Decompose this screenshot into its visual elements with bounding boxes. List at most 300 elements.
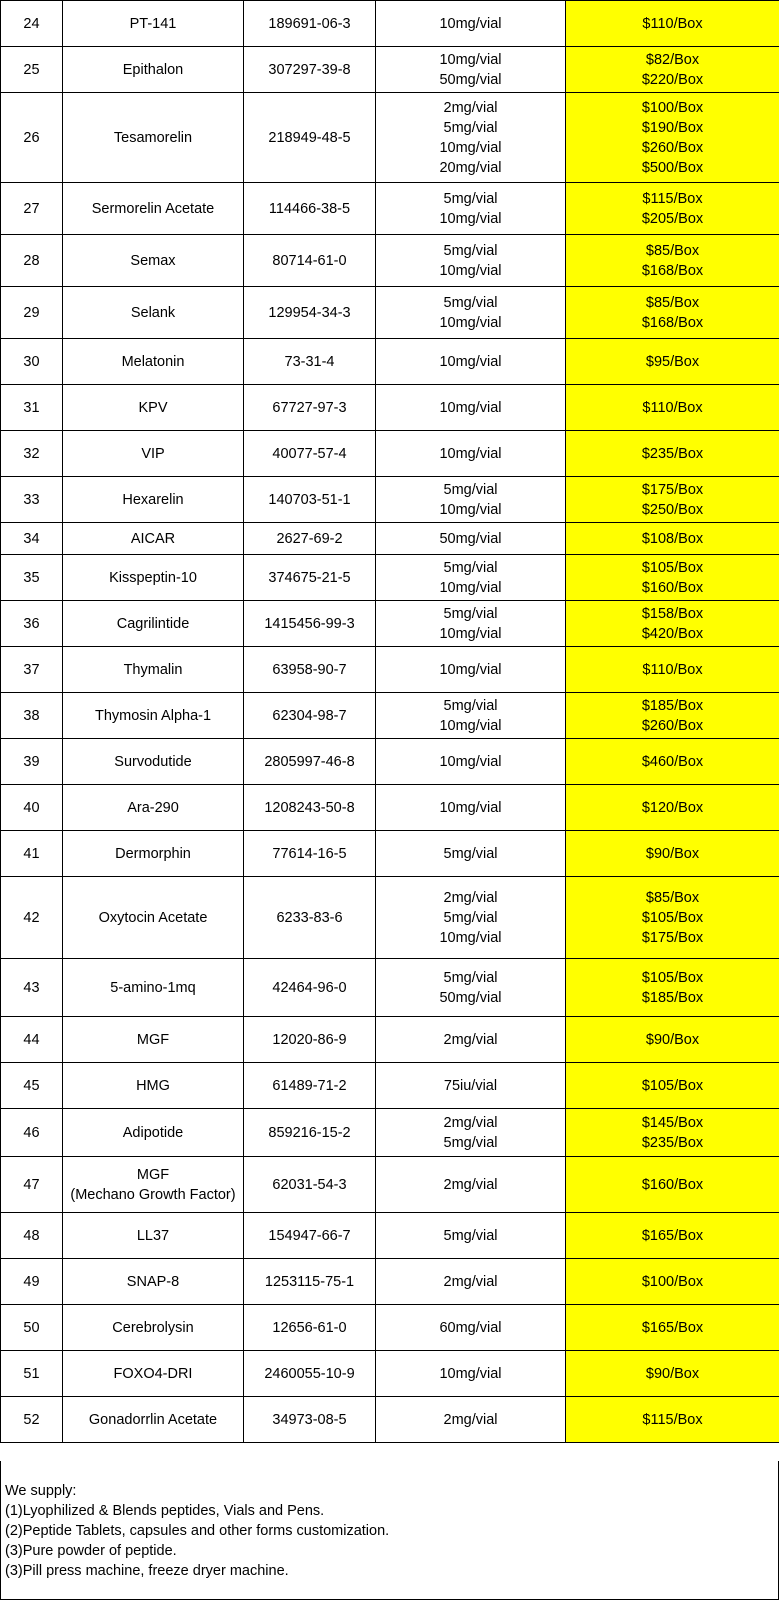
item-number: 24 — [23, 15, 40, 32]
specification-cell — [376, 601, 566, 647]
price: $160/Box — [641, 1176, 704, 1193]
cas-number: 307297-39-8 — [268, 61, 351, 78]
cas-number-cell — [244, 1213, 376, 1259]
specification: 10mg/vial — [439, 501, 502, 518]
product-name-cell — [63, 431, 244, 477]
specification-cell — [376, 523, 566, 555]
cas-number: 6233-83-6 — [276, 909, 343, 926]
table-row — [1, 183, 779, 235]
item-number-cell — [1, 93, 63, 183]
price: $145/Box — [641, 1114, 704, 1131]
cas-number: 73-31-4 — [284, 353, 335, 370]
specification-cell — [376, 1259, 566, 1305]
product-name: 5-amino-1mq — [110, 979, 196, 996]
cas-number: 80714-61-0 — [272, 252, 347, 269]
specification: 2mg/vial — [443, 99, 498, 116]
item-number-cell — [1, 693, 63, 739]
cas-number: 114466-38-5 — [268, 200, 351, 217]
product-name: Thymosin Alpha-1 — [94, 707, 212, 724]
cas-number: 154947-66-7 — [268, 1227, 351, 1244]
specification-cell — [376, 831, 566, 877]
item-number: 33 — [23, 491, 40, 508]
item-number-cell — [1, 523, 63, 555]
cas-number-cell — [244, 1305, 376, 1351]
item-number: 52 — [23, 1411, 40, 1428]
cas-number-cell — [244, 385, 376, 431]
specification-cell — [376, 385, 566, 431]
specification: 20mg/vial — [439, 159, 502, 176]
table-row — [1, 601, 779, 647]
item-number: 46 — [23, 1124, 40, 1141]
cas-number-cell — [244, 287, 376, 339]
specification: 5mg/vial — [443, 119, 498, 136]
specification: 2mg/vial — [443, 1273, 498, 1290]
product-name-cell — [63, 647, 244, 693]
specification: 60mg/vial — [439, 1319, 502, 1336]
product-name: Thymalin — [123, 661, 183, 678]
table-row — [1, 1157, 779, 1213]
price-cell — [566, 1259, 779, 1305]
product-name-cell — [63, 693, 244, 739]
price: $220/Box — [641, 71, 704, 88]
cas-number: 1208243-50-8 — [264, 799, 355, 816]
item-number: 34 — [23, 530, 40, 547]
price: $168/Box — [641, 262, 704, 279]
cas-number: 62031-54-3 — [272, 1176, 347, 1193]
cas-number-cell — [244, 1157, 376, 1213]
specification-cell — [376, 477, 566, 523]
table-row — [1, 385, 779, 431]
product-name-cell — [63, 555, 244, 601]
specification: 10mg/vial — [439, 399, 502, 416]
specification: 10mg/vial — [439, 210, 502, 227]
price-cell — [566, 1157, 779, 1213]
product-name-cell — [63, 385, 244, 431]
price: $110/Box — [642, 15, 703, 32]
price-cell — [566, 959, 779, 1017]
product-name-cell — [63, 339, 244, 385]
cas-number-cell — [244, 339, 376, 385]
cas-number-cell — [244, 739, 376, 785]
specification: 10mg/vial — [439, 929, 502, 946]
item-number: 32 — [23, 445, 40, 462]
price-cell — [566, 93, 779, 183]
specification-cell — [376, 1351, 566, 1397]
product-name: PT-141 — [129, 15, 177, 32]
price-cell — [566, 235, 779, 287]
item-number-cell — [1, 183, 63, 235]
price: $235/Box — [641, 445, 704, 462]
item-number-cell — [1, 877, 63, 959]
product-name-cell — [63, 235, 244, 287]
item-number: 48 — [23, 1227, 40, 1244]
price-cell — [566, 785, 779, 831]
table-row — [1, 693, 779, 739]
item-number: 35 — [23, 569, 40, 586]
item-number-cell — [1, 1397, 63, 1443]
cas-number: 61489-71-2 — [272, 1077, 347, 1094]
price-cell — [566, 1109, 779, 1157]
cas-number-cell — [244, 431, 376, 477]
specification-cell — [376, 959, 566, 1017]
cas-number: 374675-21-5 — [268, 569, 351, 586]
product-name: Selank — [130, 304, 176, 321]
specification-cell — [376, 785, 566, 831]
specification-cell — [376, 739, 566, 785]
price-cell — [566, 431, 779, 477]
table-row — [1, 523, 779, 555]
product-name-cell — [63, 959, 244, 1017]
specification-cell — [376, 183, 566, 235]
table-row — [1, 739, 779, 785]
item-number: 45 — [23, 1077, 40, 1094]
specification: 5mg/vial — [443, 605, 498, 622]
item-number-cell — [1, 601, 63, 647]
cas-number-cell — [244, 1397, 376, 1443]
price: $105/Box — [641, 909, 704, 926]
item-number: 27 — [23, 200, 40, 217]
item-number: 38 — [23, 707, 40, 724]
product-name: MGF — [136, 1031, 170, 1048]
price: $85/Box — [645, 294, 700, 311]
item-number: 49 — [23, 1273, 40, 1290]
cas-number-cell — [244, 93, 376, 183]
price: $120/Box — [641, 799, 704, 816]
table-row — [1, 339, 779, 385]
price: $235/Box — [641, 1134, 704, 1151]
cas-number-cell — [244, 1017, 376, 1063]
cas-number: 129954-34-3 — [268, 304, 351, 321]
table-row — [1, 93, 779, 183]
table-row — [1, 785, 779, 831]
specification: 10mg/vial — [439, 753, 502, 770]
specification: 50mg/vial — [439, 71, 502, 88]
specification: 2mg/vial — [443, 1031, 498, 1048]
product-name-cell — [63, 183, 244, 235]
table-row — [1, 555, 779, 601]
item-number-cell — [1, 1, 63, 47]
cas-number-cell — [244, 959, 376, 1017]
item-number: 29 — [23, 304, 40, 321]
specification: 10mg/vial — [439, 314, 502, 331]
price-cell — [566, 339, 779, 385]
product-name: Adipotide — [122, 1124, 184, 1141]
product-name: Cerebrolysin — [112, 1319, 194, 1336]
price: $260/Box — [641, 717, 704, 734]
cas-number-cell — [244, 1109, 376, 1157]
cas-number-cell — [244, 1351, 376, 1397]
specification: 50mg/vial — [439, 989, 502, 1006]
product-name: Ara-290 — [127, 799, 179, 816]
cas-number: 62304-98-7 — [272, 707, 347, 724]
price-cell — [566, 477, 779, 523]
specification: 5mg/vial — [443, 1227, 498, 1244]
price: $100/Box — [641, 1273, 704, 1290]
product-name: Dermorphin — [115, 845, 191, 862]
product-table-body — [1, 1, 779, 1443]
supply-note-line: (3)Pill press machine, freeze dryer machine. — [5, 1563, 289, 1579]
cas-number-cell — [244, 477, 376, 523]
cas-number: 63958-90-7 — [272, 661, 347, 678]
price-cell — [566, 555, 779, 601]
price: $115/Box — [642, 1411, 703, 1428]
item-number: 36 — [23, 615, 40, 632]
price-cell — [566, 1305, 779, 1351]
specification: 10mg/vial — [439, 1365, 502, 1382]
price: $185/Box — [641, 989, 704, 1006]
price: $500/Box — [641, 159, 704, 176]
product-name-cell — [63, 877, 244, 959]
specification-cell — [376, 693, 566, 739]
cas-number-cell — [244, 1259, 376, 1305]
cas-number-cell — [244, 1, 376, 47]
item-number-cell — [1, 1017, 63, 1063]
specification: 5mg/vial — [443, 909, 498, 926]
item-number-cell — [1, 431, 63, 477]
cas-number: 1253115-75-1 — [264, 1273, 355, 1290]
product-name: Melatonin — [121, 353, 185, 370]
item-number-cell — [1, 555, 63, 601]
table-row — [1, 477, 779, 523]
item-number-cell — [1, 477, 63, 523]
specification: 10mg/vial — [439, 579, 502, 596]
product-name: Gonadorrlin Acetate — [88, 1411, 218, 1428]
item-number-cell — [1, 235, 63, 287]
price: $260/Box — [641, 139, 704, 156]
item-number-cell — [1, 739, 63, 785]
item-number: 25 — [23, 61, 40, 78]
supply-note-line: (3)Pure powder of peptide. — [5, 1543, 177, 1559]
cas-number: 2460055-10-9 — [264, 1365, 355, 1382]
table-row — [1, 287, 779, 339]
price: $160/Box — [641, 579, 704, 596]
specification: 5mg/vial — [443, 559, 498, 576]
specification: 5mg/vial — [443, 481, 498, 498]
cas-number-cell — [244, 693, 376, 739]
table-row — [1, 1305, 779, 1351]
product-name: MGF — [136, 1166, 170, 1183]
price: $110/Box — [642, 661, 703, 678]
cas-number-cell — [244, 183, 376, 235]
specification: 10mg/vial — [439, 15, 502, 32]
item-number-cell — [1, 1063, 63, 1109]
price: $190/Box — [641, 119, 704, 136]
specification: 50mg/vial — [439, 530, 502, 547]
price: $108/Box — [641, 530, 704, 547]
item-number: 31 — [23, 399, 40, 416]
table-row — [1, 1259, 779, 1305]
product-name-cell — [63, 785, 244, 831]
item-number: 47 — [23, 1176, 40, 1193]
item-number: 51 — [23, 1365, 40, 1382]
price-cell — [566, 1397, 779, 1443]
price: $105/Box — [641, 559, 704, 576]
specification: 2mg/vial — [443, 889, 498, 906]
product-name-cell — [63, 1, 244, 47]
price: $90/Box — [645, 1365, 700, 1382]
price-cell — [566, 287, 779, 339]
product-name: HMG — [136, 1077, 170, 1094]
item-number-cell — [1, 831, 63, 877]
specification-cell — [376, 1397, 566, 1443]
product-name: SNAP-8 — [126, 1273, 180, 1290]
specification: 2mg/vial — [443, 1114, 498, 1131]
cas-number-cell — [244, 47, 376, 93]
cas-number: 77614-16-5 — [272, 845, 347, 862]
table-row — [1, 831, 779, 877]
cas-number: 40077-57-4 — [272, 445, 347, 462]
product-name: Semax — [130, 252, 176, 269]
product-name: Epithalon — [122, 61, 184, 78]
specification: 10mg/vial — [439, 262, 502, 279]
item-number-cell — [1, 1109, 63, 1157]
price-cell — [566, 877, 779, 959]
specification-cell — [376, 93, 566, 183]
specification-cell — [376, 339, 566, 385]
cas-number-cell — [244, 785, 376, 831]
supply-note-line: (2)Peptide Tablets, capsules and other forms customization. — [5, 1523, 390, 1539]
price-cell — [566, 647, 779, 693]
specification: 5mg/vial — [443, 190, 498, 207]
product-name: AICAR — [130, 530, 176, 547]
item-number-cell — [1, 47, 63, 93]
item-number: 42 — [23, 909, 40, 926]
product-name-cell — [63, 601, 244, 647]
product-name-cell — [63, 1017, 244, 1063]
cas-number: 218949-48-5 — [268, 129, 351, 146]
product-name: Oxytocin Acetate — [98, 909, 208, 926]
item-number: 39 — [23, 753, 40, 770]
price-cell — [566, 183, 779, 235]
price-cell — [566, 1351, 779, 1397]
cas-number: 67727-97-3 — [272, 399, 347, 416]
product-name: VIP — [141, 445, 165, 462]
specification: 5mg/vial — [443, 242, 498, 259]
item-number-cell — [1, 785, 63, 831]
product-name: Hexarelin — [122, 491, 184, 508]
item-number-cell — [1, 1157, 63, 1213]
cas-number: 140703-51-1 — [268, 491, 351, 508]
item-number: 28 — [23, 252, 40, 269]
specification-cell — [376, 1213, 566, 1259]
price: $205/Box — [641, 210, 704, 227]
price: $165/Box — [641, 1227, 704, 1244]
product-name-cell — [63, 287, 244, 339]
product-name-cell — [63, 47, 244, 93]
specification: 10mg/vial — [439, 661, 502, 678]
specification-cell — [376, 287, 566, 339]
table-row — [1, 877, 779, 959]
cas-number-cell — [244, 647, 376, 693]
specification: 10mg/vial — [439, 353, 502, 370]
specification: 5mg/vial — [443, 845, 498, 862]
item-number-cell — [1, 385, 63, 431]
cas-number-cell — [244, 523, 376, 555]
product-name: LL37 — [136, 1227, 170, 1244]
specification: 10mg/vial — [439, 445, 502, 462]
product-name-cell — [63, 523, 244, 555]
item-number: 26 — [23, 129, 40, 146]
item-number: 43 — [23, 979, 40, 996]
price: $168/Box — [641, 314, 704, 331]
price-cell — [566, 1017, 779, 1063]
product-name: Survodutide — [114, 753, 192, 770]
specification: 2mg/vial — [443, 1411, 498, 1428]
specification: 5mg/vial — [443, 294, 498, 311]
price: $175/Box — [641, 481, 704, 498]
item-number-cell — [1, 339, 63, 385]
specification-cell — [376, 1157, 566, 1213]
specification: 5mg/vial — [443, 969, 498, 986]
price: $95/Box — [645, 353, 700, 370]
table-row — [1, 431, 779, 477]
cas-number-cell — [244, 877, 376, 959]
cas-number: 859216-15-2 — [268, 1124, 351, 1141]
price: $110/Box — [642, 399, 703, 416]
specification-cell — [376, 431, 566, 477]
price-cell — [566, 1, 779, 47]
price: $158/Box — [641, 605, 704, 622]
price-cell — [566, 1213, 779, 1259]
specification: 10mg/vial — [439, 717, 502, 734]
price-cell — [566, 1063, 779, 1109]
item-number-cell — [1, 647, 63, 693]
specification-cell — [376, 235, 566, 287]
price-cell — [566, 385, 779, 431]
price: $185/Box — [641, 697, 704, 714]
product-name: Tesamorelin — [113, 129, 193, 146]
price: $100/Box — [641, 99, 704, 116]
table-row — [1, 1351, 779, 1397]
price: $85/Box — [645, 889, 700, 906]
item-number: 44 — [23, 1031, 40, 1048]
price: $82/Box — [645, 51, 700, 68]
specification: 5mg/vial — [443, 697, 498, 714]
item-number: 41 — [23, 845, 40, 862]
product-name-cell — [63, 1157, 244, 1213]
product-name-cell — [63, 1213, 244, 1259]
item-number-cell — [1, 1305, 63, 1351]
table-row — [1, 647, 779, 693]
price-cell — [566, 523, 779, 555]
product-name: (Mechano Growth Factor) — [70, 1186, 236, 1203]
cas-number-cell — [244, 235, 376, 287]
product-name-cell — [63, 1109, 244, 1157]
specification-cell — [376, 1109, 566, 1157]
item-number-cell — [1, 1351, 63, 1397]
item-number-cell — [1, 1259, 63, 1305]
specification: 10mg/vial — [439, 799, 502, 816]
cas-number: 42464-96-0 — [272, 979, 347, 996]
price: $90/Box — [645, 845, 700, 862]
price: $420/Box — [641, 625, 704, 642]
price-cell — [566, 831, 779, 877]
price: $90/Box — [645, 1031, 700, 1048]
supply-note-heading: We supply: — [5, 1483, 77, 1499]
supply-note-line: (1)Lyophilized & Blends peptides, Vials and Pens. — [5, 1503, 325, 1519]
cas-number: 2805997-46-8 — [264, 753, 355, 770]
item-number: 50 — [23, 1319, 40, 1336]
specification: 75iu/vial — [443, 1077, 498, 1094]
price: $105/Box — [641, 969, 704, 986]
price-cell — [566, 693, 779, 739]
product-name-cell — [63, 1397, 244, 1443]
table-row — [1, 1109, 779, 1157]
price: $175/Box — [641, 929, 704, 946]
item-number: 40 — [23, 799, 40, 816]
table-row — [1, 1017, 779, 1063]
price-cell — [566, 739, 779, 785]
